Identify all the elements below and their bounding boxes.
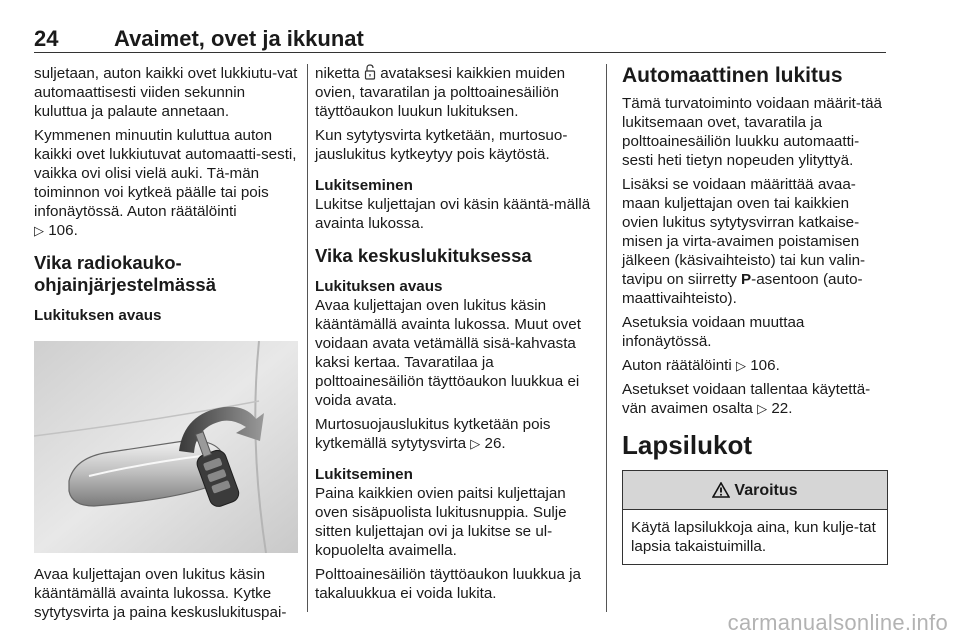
paragraph: suljetaan, auton kaikki ovet lukkiutu-vat automaattisesti viiden sekunnin kuluttua ja palaute annetaan. <box>34 65 298 120</box>
gear-p-label: P <box>741 271 752 288</box>
paragraph: Polttoainesäiliön täyttöaukon luukkua ja takaluukkua ei voida lukita. <box>315 566 581 602</box>
paragraph-text: -asentoon (auto-maattivaihteisto). <box>622 271 863 307</box>
paragraph: Asetuksia voidaan muuttaa infonäytössä. <box>622 314 805 350</box>
paragraph <box>34 126 300 240</box>
paragraph-text: Lisäksi se voidaan määrittää avaa-maan kuljettajan oven tai kaikkien ovien lukitus sytytysvirran katkaise-misen ja virta-avaimen poistamisen jälkeen (käsivaihteisto) tai kun valin-tavipu on siirretty <box>622 176 866 288</box>
section-heading: Automaattinen lukitus <box>622 64 843 87</box>
paragraph <box>622 380 888 418</box>
watermark: carmanualsonline.info <box>727 610 948 635</box>
paragraph <box>622 175 888 308</box>
paragraph: Tämä turvatoiminto voidaan määrit-tää lukitsemaan ovet, tavaratila ja polttoainesäiliön luukku automaatti-sesti heti tietyn nopeuden ylityttyä. <box>622 95 882 169</box>
paragraph-text: niketta <box>315 65 360 82</box>
paragraph: Kun sytytysvirta kytketään, murtosuo-jauslukitus kytkeytyy pois käytöstä. <box>315 127 568 163</box>
warning-title: Varoitus <box>734 481 798 499</box>
section-heading: Vika keskuslukituksessa <box>315 245 532 266</box>
page-header <box>34 26 886 52</box>
paragraph-text: Murtosuojauslukitus kytketään pois kytkemällä sytytysvirta <box>315 416 551 452</box>
paragraph: Avaa kuljettajan oven lukitus käsin kääntämällä avainta lukossa. Muut ovet voidaan avata vetämällä sisä-kahvasta kaksi kertaa. Tavaratilaa ja polttoainesäiliön täyttöaukon luukkua ei voida avata. <box>315 297 581 409</box>
door-handle-illustration <box>34 341 298 553</box>
page-ref-arrow-icon: ▷ <box>470 436 481 451</box>
warning-text: Käytä lapsilukkoja aina, kun kulje-tat lapsia takaistuimilla. <box>631 519 876 555</box>
page-number: 24 <box>34 26 59 51</box>
paragraph: Avaa kuljettajan oven lukitus käsin kääntämällä avainta lukossa. Kytke sytytysvirta ja paina keskuslukituspai- <box>34 566 287 621</box>
paragraph: Paina kaikkien ovien paitsi kuljettajan oven sisäpuolista lukitusnuppia. Sulje sitten kuljettajan ovi ja lukitse se ul-kopuolelta avaimella. <box>315 485 567 559</box>
page-ref[interactable]: 106. <box>750 357 780 374</box>
paragraph <box>315 415 597 453</box>
paragraph-text: Asetukset voidaan tallentaa käytettä-vän avaimen osalta <box>622 381 871 417</box>
page-ref-arrow-icon: ▷ <box>34 223 44 238</box>
page-ref-arrow-icon: ▷ <box>736 358 746 373</box>
warning-header <box>623 471 887 510</box>
warning-box <box>622 470 888 565</box>
column-divider-2 <box>606 64 607 612</box>
paragraph-text: Kymmenen minuutin kuluttua auton kaikki ovet lukkiutuvat automaatti-sesti, vaikka ovi olisi vielä auki. Tä-män toiminnon voi kytkeä päälle tai pois infonäytössä. Auton räätälöinti <box>34 127 297 220</box>
column-divider-1 <box>307 64 308 612</box>
page-ref-arrow-icon: ▷ <box>757 401 768 416</box>
door-handle-key-icon <box>34 341 298 553</box>
column-2 <box>315 64 597 608</box>
paragraph <box>315 64 597 121</box>
paragraph-text: Auton räätälöinti <box>622 357 732 374</box>
subheading: Lukitseminen <box>315 466 413 483</box>
subheading: Lukituksen avaus <box>34 307 162 324</box>
paragraph <box>622 356 888 375</box>
column-3 <box>622 64 888 565</box>
section-heading: Vika radiokauko-ohjainjärjestelmässä <box>34 252 217 295</box>
subheading: Lukituksen avaus <box>315 278 443 295</box>
subheading: Lukitseminen <box>315 177 413 194</box>
page-ref[interactable]: 26. <box>484 435 506 452</box>
section-heading: Lapsilukot <box>622 430 753 460</box>
column-1 <box>34 64 300 627</box>
page-ref[interactable]: 106. <box>48 222 78 239</box>
warning-triangle-icon <box>712 482 730 498</box>
unlock-padlock-icon <box>364 64 376 80</box>
paragraph-text: avataksesi kaikkien muiden ovien, tavaratilan ja polttoainesäiliön täyttöaukon luukun lukituksen. <box>315 65 566 120</box>
chapter-title: Avaimet, ovet ja ikkunat <box>114 26 364 51</box>
page-ref[interactable]: 22. <box>771 400 793 417</box>
paragraph: Lukitse kuljettajan ovi käsin kääntä-mällä avainta lukossa. <box>315 196 591 232</box>
header-rule <box>34 52 886 53</box>
